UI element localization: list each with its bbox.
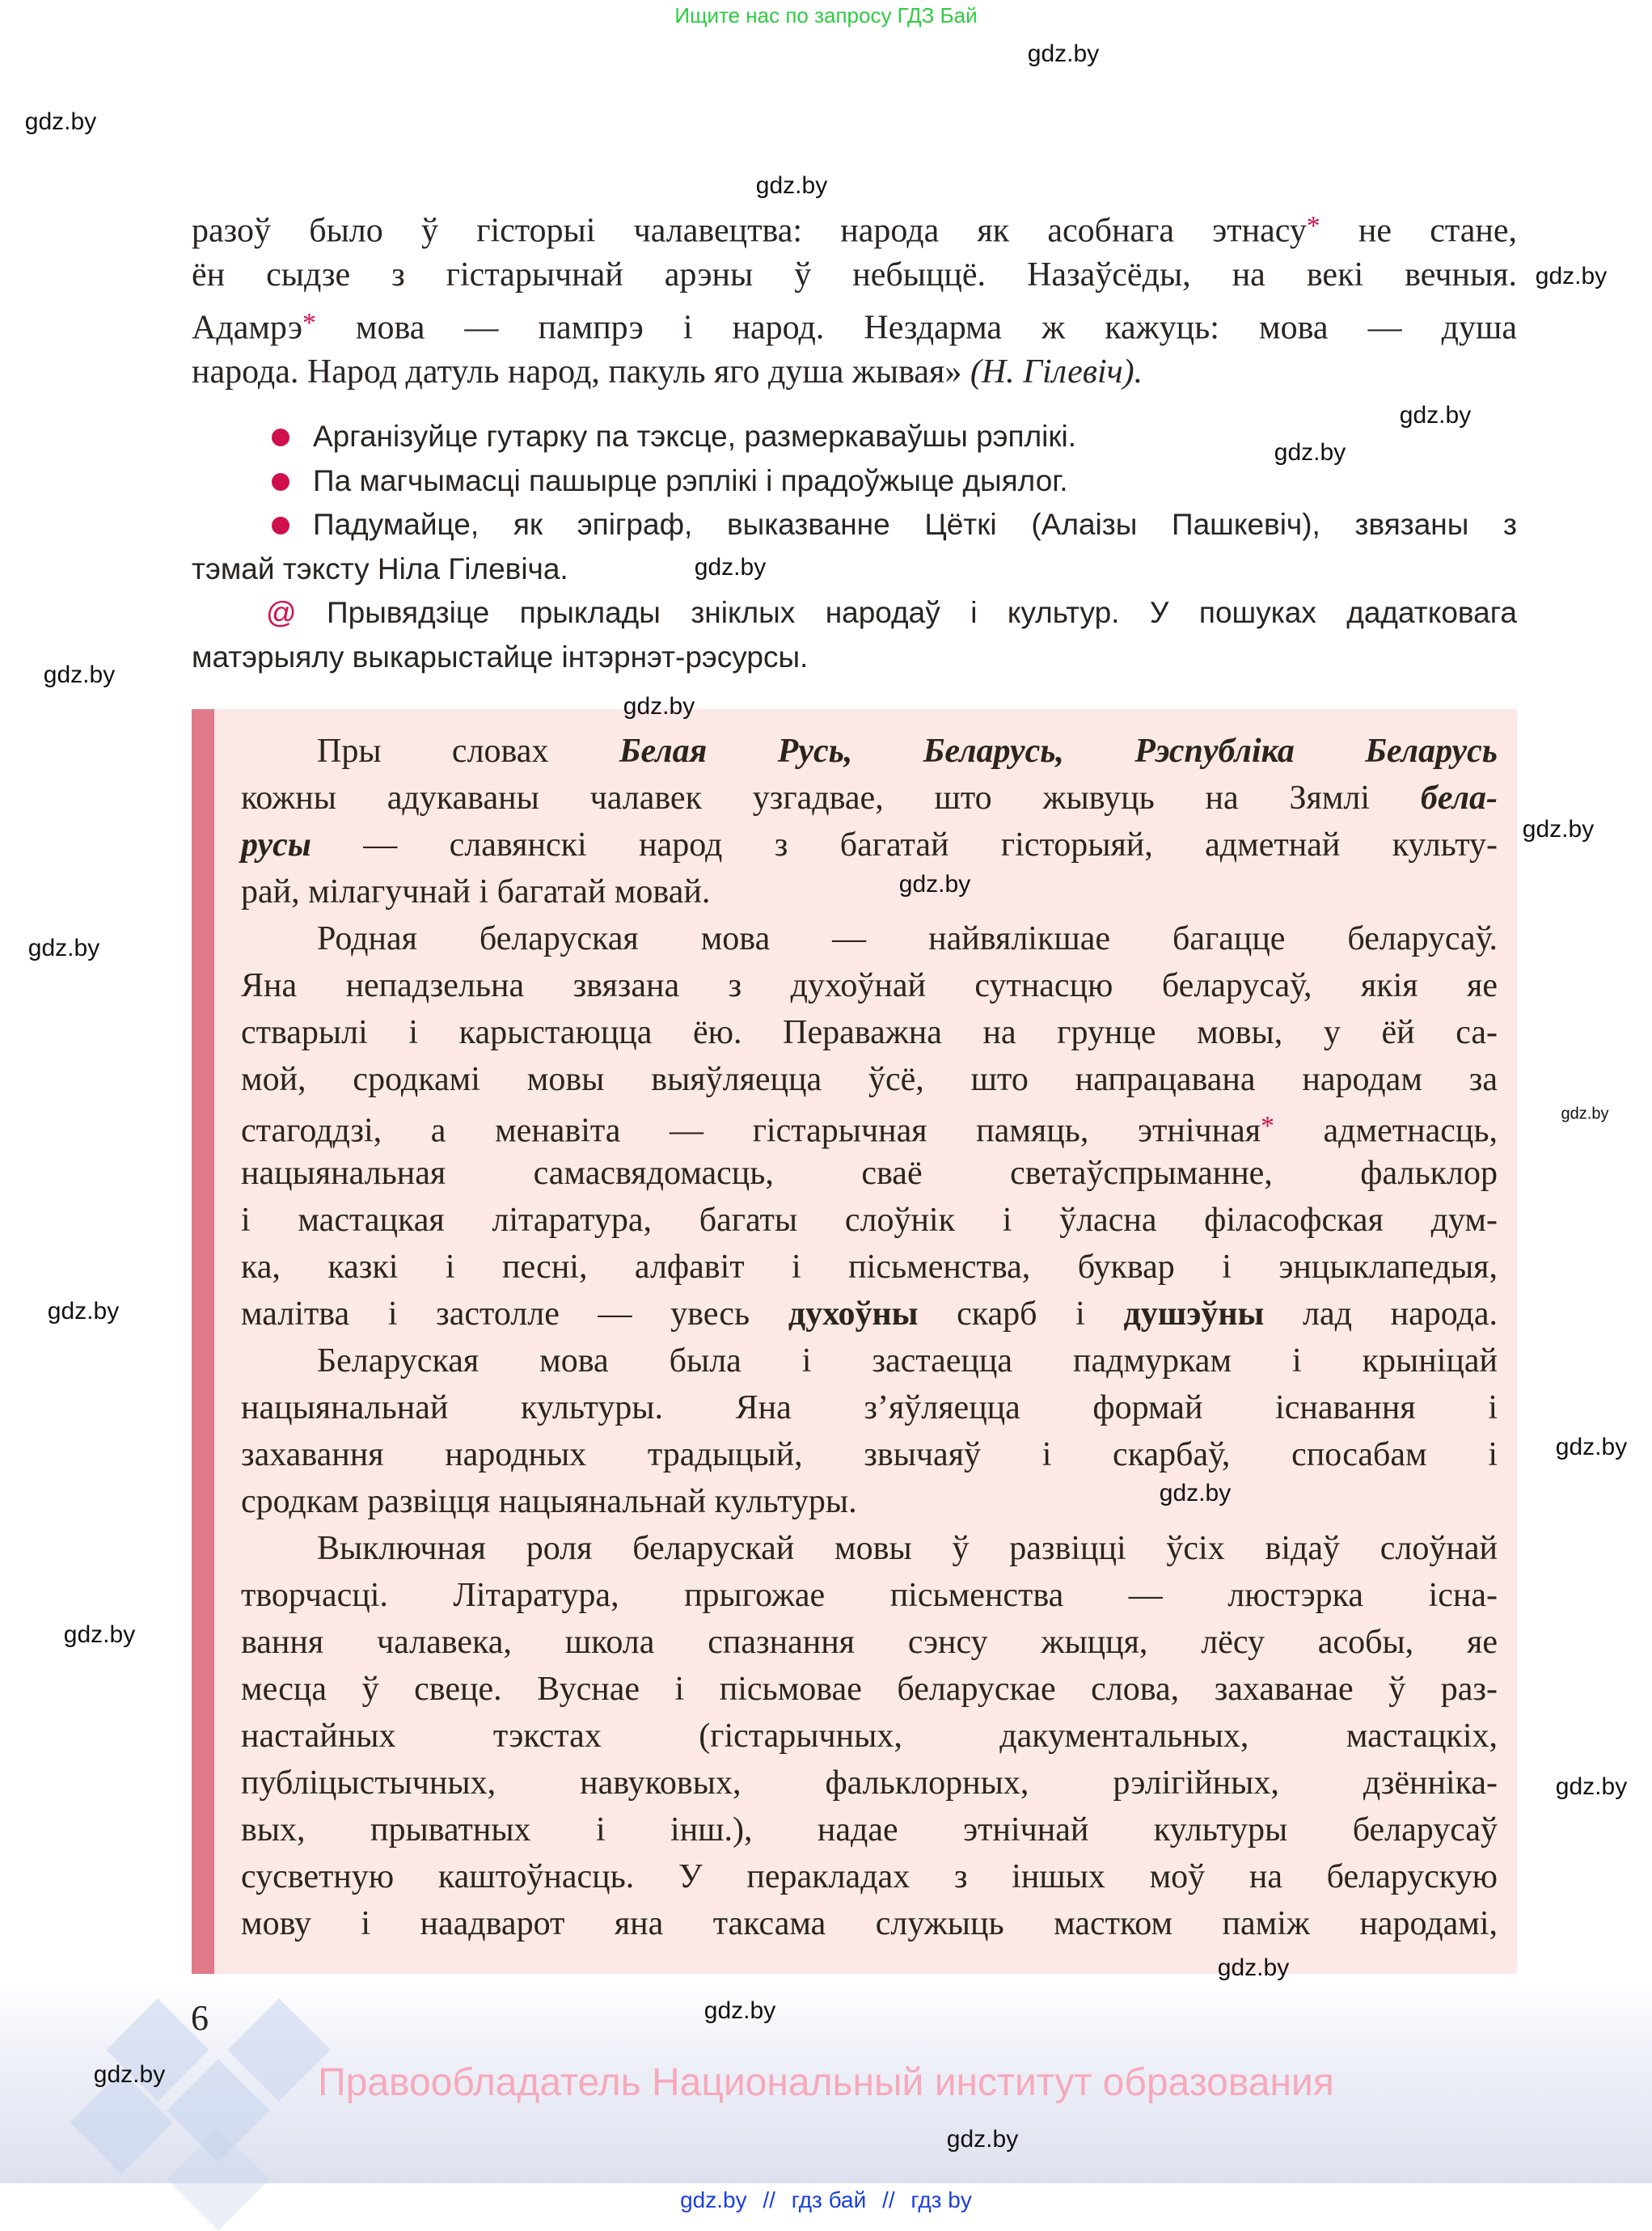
text-line <box>192 299 1517 348</box>
text-segment: вання чалавека, школа спазнання сэнсу жыцця, лёсу асобы, яе <box>241 1624 1498 1661</box>
text-segment: ён сыдзе з гістарычнай арэны ў небыццё. Назаўсёды, на векі вечныя. <box>192 256 1517 294</box>
watermark: gdz.by <box>1027 40 1100 67</box>
glossary-asterisk: * <box>302 308 316 338</box>
text-line <box>241 1197 1498 1244</box>
text-segment: бела- <box>1420 780 1498 817</box>
watermark: gdz.by <box>24 108 97 135</box>
diamond-decoration-icon <box>167 2127 269 2230</box>
text-segment: тэмай тэксту Ніла Гілевіча. <box>192 551 568 585</box>
watermark: gdz.by <box>47 1298 120 1325</box>
bullet-icon <box>272 429 289 446</box>
text-segment: настайных тэкстах (гістарычных, дакументальных, мастацкіх, <box>241 1718 1498 1755</box>
text-line <box>241 962 1498 1009</box>
text-line <box>241 728 1498 775</box>
text-segment: творчасці. Літаратура, прыгожае пісьменства — люстэрка існа- <box>241 1577 1498 1614</box>
text-segment: вых, прыватных і інш.), надае этнічнай культуры беларусаў <box>241 1811 1498 1849</box>
watermark: gdz.by <box>703 1997 776 2024</box>
text-line <box>192 591 1517 636</box>
bottom-links <box>0 2187 1652 2213</box>
watermark: gdz.by <box>93 2061 166 2088</box>
text-line <box>241 1384 1498 1431</box>
watermark: gdz.by <box>1274 439 1346 466</box>
text-segment: малітва і застолле — увесь <box>241 1295 788 1333</box>
rights-watermark: Правообладатель Национальный институт образования <box>318 2061 1334 2104</box>
text-segment: не стане, <box>1320 212 1518 250</box>
text-segment: (Н. Гілевіч). <box>970 353 1143 391</box>
text-segment: народа. Народ датуль народ, пакуль яго душа жывая» <box>192 353 970 391</box>
watermark: gdz.by <box>898 871 971 898</box>
info-box-text <box>241 728 1498 1947</box>
text-line <box>241 1150 1498 1197</box>
text-segment: стагоддзі, а менавіта — гістарычная памяць, этнічная <box>241 1112 1261 1150</box>
text-line <box>241 915 1498 962</box>
internet-task-icon: @ <box>266 596 297 629</box>
text-line <box>241 1525 1498 1572</box>
text-line <box>241 1244 1498 1291</box>
text-segment: стварылі і карыстаюцца ёю. Пераважна на грунце мовы, у ёй са- <box>241 1014 1498 1051</box>
text-line <box>192 348 1517 396</box>
text-segment: сусветную каштоўнасць. У перакладах з іншых моў на беларускую <box>241 1858 1498 1895</box>
text-segment: рай, мілагучнай і багатай мовай. <box>241 873 711 911</box>
text-segment: Па магчымасці пашырце рэплікі і прадоўжыце дыялог. <box>313 463 1068 497</box>
text-line <box>241 1291 1498 1337</box>
watermark: gdz.by <box>1522 816 1595 843</box>
watermark: gdz.by <box>623 693 695 720</box>
text-segment: адметнасць, <box>1274 1112 1498 1150</box>
bullet-icon <box>272 517 289 535</box>
text-segment: сродкам развіцця нацыянальнай культуры. <box>241 1483 857 1520</box>
text-segment: Прывядзіце прыклады зніклых народаў і культур. У пошуках дадатковага <box>296 596 1517 629</box>
text-segment: — славянскі народ з багатай гісторыяй, адметнай культу- <box>311 826 1498 864</box>
text-line <box>241 1103 1498 1150</box>
text-line <box>241 1478 1498 1525</box>
text-segment: нацыянальнай культуры. Яна з’яўляецца формай існавання і <box>241 1389 1498 1426</box>
text-line <box>192 547 1517 592</box>
epigraph-text <box>192 202 1517 396</box>
watermark: gdz.by <box>1159 1480 1232 1506</box>
text-line <box>241 1619 1498 1666</box>
text-segment: Белая Русь, Беларусь, Рэспубліка Беларусь <box>619 733 1498 770</box>
text-segment: ка, казкі і песні, алфавіт і пісьменства, буквар і энцыклапедыя, <box>241 1249 1498 1286</box>
text-line <box>241 1666 1498 1713</box>
text-line <box>241 868 1498 915</box>
text-segment: мова — пампрэ і народ. Нездарма ж кажуць: мова — душа <box>315 309 1517 347</box>
link-separator: // <box>763 2187 775 2212</box>
link-gdz-by[interactable]: gdz.by <box>680 2187 747 2212</box>
text-line <box>192 636 1517 680</box>
watermark: gdz.by <box>694 554 767 581</box>
watermark: gdz.by <box>1555 1773 1628 1800</box>
text-segment: лад народа. <box>1264 1295 1498 1333</box>
text-segment: мой, сродкамі мовы выяўляецца ўсё, што напрацавана народам за <box>241 1061 1498 1098</box>
text-line <box>192 251 1517 299</box>
text-segment: духоўны <box>788 1295 919 1333</box>
watermark: gdz.by <box>755 172 828 199</box>
bullet-icon <box>272 473 289 491</box>
text-line <box>241 1056 1498 1103</box>
watermark: gdz.by <box>27 935 100 961</box>
text-line <box>241 822 1498 868</box>
search-banner[interactable]: Ищите нас по запросу ГДЗ Бай <box>674 3 978 27</box>
watermark: gdz.by <box>1399 402 1472 429</box>
text-segment: скарб і <box>918 1295 1124 1333</box>
link-separator: // <box>882 2187 895 2212</box>
text-line <box>241 1760 1498 1806</box>
info-box-accent-bar <box>192 709 214 1974</box>
watermark: gdz.by <box>43 661 116 688</box>
watermark: gdz.by <box>1217 1954 1290 1981</box>
watermark: gdz.by <box>63 1621 136 1648</box>
text-segment: разоў было ў гісторыі чалавецтва: народа як асобнага этнасу <box>192 212 1307 250</box>
text-line <box>241 1806 1498 1853</box>
text-segment: Арганізуйце гутарку па тэксце, размеркаваўшы рэплікі. <box>313 420 1077 453</box>
text-line <box>241 1431 1498 1478</box>
text-segment: захавання народных традыцый, звычаяў і скарбаў, спосабам і <box>241 1436 1498 1473</box>
text-segment: Яна непадзельна звязана з духоўнай сутнасцю беларусаў, якія яе <box>241 967 1498 1004</box>
text-segment: мову і наадварот яна таксама служыць мастком паміж народамі, <box>241 1905 1498 1942</box>
link-gdz-bai[interactable]: гдз бай <box>791 2187 867 2212</box>
text-segment: Адамрэ <box>192 309 302 347</box>
watermark: gdz.by <box>946 2126 1019 2153</box>
glossary-asterisk: * <box>1261 1111 1274 1141</box>
watermark: gdz.by <box>1555 1434 1628 1460</box>
text-line <box>241 1853 1498 1900</box>
text-line <box>241 1337 1498 1384</box>
text-line <box>192 202 1517 251</box>
text-segment: кожны адукаваны чалавек узгадвае, што жывуць на Зямлі <box>241 780 1421 817</box>
text-segment: месца ў свеце. Вуснае і пісьмовае беларускае слова, захаванае ў раз- <box>241 1671 1498 1708</box>
text-line <box>241 775 1498 822</box>
text-line <box>241 1009 1498 1056</box>
text-line <box>192 503 1517 547</box>
link-gdz-by-cyr[interactable]: гдз by <box>911 2187 972 2212</box>
text-segment: русы <box>241 826 311 864</box>
text-segment: нацыянальная самасвядомасць, сваё светаўспрыманне, фальклор <box>241 1155 1498 1192</box>
text-segment: Пры словах <box>317 733 619 770</box>
text-segment: Выключная роля беларускай мовы ў развіцці ўсіх відаў слоўнай <box>317 1530 1498 1567</box>
text-segment: матэрыялу выкарыстайце інтэрнэт-рэсурсы. <box>192 640 809 674</box>
text-segment: Беларуская мова была і застаецца падмуркам і крыніцай <box>317 1342 1498 1380</box>
page-number: 6 <box>191 1998 209 2038</box>
text-line <box>241 1713 1498 1760</box>
watermark: gdz.by <box>1535 263 1608 289</box>
text-segment: Родная беларуская мова — найвялікшае багацце беларусаў. <box>317 920 1498 957</box>
text-line <box>241 1572 1498 1619</box>
text-segment: публіцыстычных, навуковых, фальклорных, рэлігійных, дзённіка- <box>241 1764 1498 1802</box>
text-segment: душэўны <box>1123 1295 1265 1333</box>
text-segment: і мастацкая літаратура, багаты слоўнік і ўласна філасофская дум- <box>241 1202 1498 1239</box>
text-segment: Падумайце, як эпіграф, выказванне Цёткі (Алаізы Пашкевіч), звязаны з <box>313 508 1517 541</box>
watermark: gdz.by <box>1561 1105 1609 1123</box>
text-line <box>241 1900 1498 1947</box>
glossary-asterisk: * <box>1306 211 1320 241</box>
